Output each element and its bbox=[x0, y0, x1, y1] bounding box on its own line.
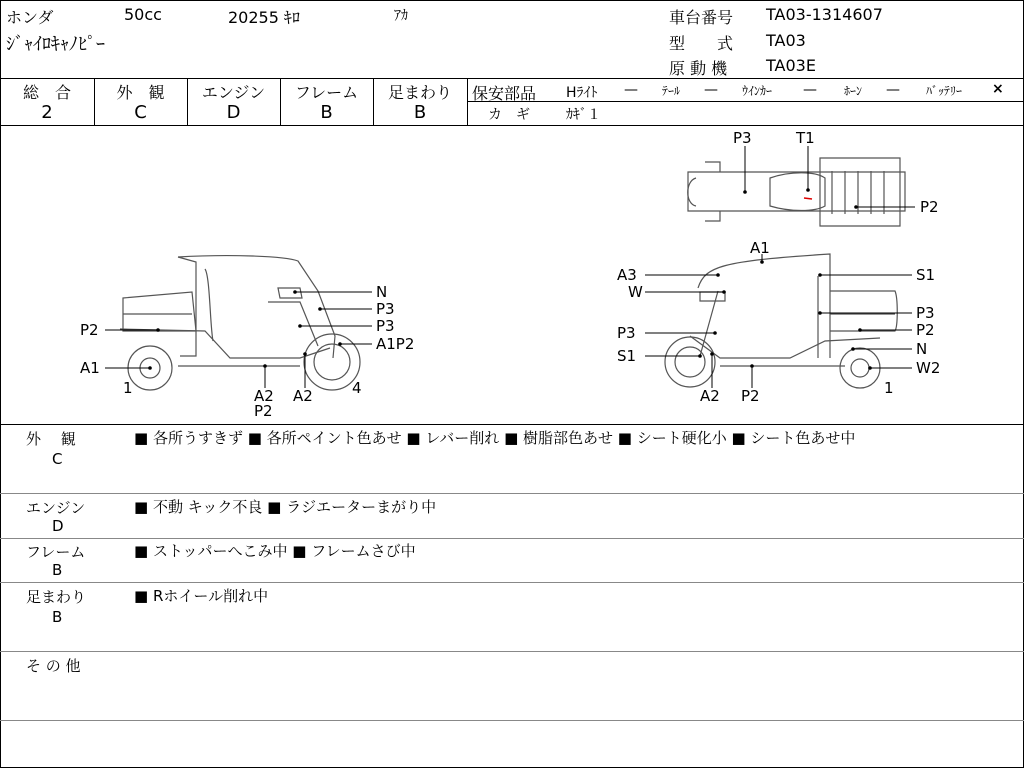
divider-sec3 bbox=[0, 582, 1024, 583]
section-text: ■ 不動 キック不良 ■ ラジエーターまがり中 bbox=[134, 498, 437, 516]
red-mark bbox=[804, 198, 812, 199]
diag-left-label: A2 bbox=[293, 387, 313, 405]
grade-col-5 bbox=[467, 78, 468, 125]
diag-right-label: P3 bbox=[617, 324, 636, 342]
safety-item-headlight: Hﾗｲﾄ bbox=[566, 85, 598, 101]
diag-left-label: A1P2 bbox=[376, 335, 415, 353]
safety-mark-battery: × bbox=[992, 81, 1004, 97]
grade-engine-label: エンジン bbox=[201, 83, 266, 102]
safety-mark-winker: — bbox=[803, 82, 817, 98]
grade-exterior-value: C bbox=[134, 102, 147, 123]
mileage: 20255 ｷﾛ bbox=[228, 8, 300, 27]
section-title: 外 観 bbox=[26, 430, 76, 448]
grade-suspension-label: 足まわり bbox=[387, 83, 452, 102]
divider-sec1 bbox=[0, 493, 1024, 494]
diag-right-label: P2 bbox=[741, 387, 760, 405]
grade-overall-label: 総 合 bbox=[22, 83, 71, 102]
section-grade: D bbox=[52, 517, 64, 535]
diag-left-label: P2 bbox=[80, 321, 99, 339]
safety-mark-headlight: — bbox=[624, 82, 638, 98]
diag-left-label: P3 bbox=[376, 300, 395, 318]
diag-left-label: 4 bbox=[352, 379, 362, 397]
type-value: TA03 bbox=[766, 31, 806, 50]
diag-left-label: N bbox=[376, 283, 388, 301]
maker: ホンダ bbox=[6, 8, 54, 27]
section-title: 足まわり bbox=[26, 588, 87, 606]
safety-item-horn: ﾎｰﾝ bbox=[844, 84, 863, 98]
diag-top-label: P3 bbox=[733, 129, 752, 147]
section-grade: B bbox=[52, 561, 63, 579]
diag-left-label: 1 bbox=[123, 379, 133, 397]
grade-frame-label: フレーム bbox=[294, 83, 359, 102]
grade-overall-value: 2 bbox=[41, 102, 53, 123]
section-text: ■ 各所うすきず ■ 各所ペイント色あせ ■ レバー削れ ■ 樹脂部色あせ ■ シート硬化小 ■ シート色あせ中 bbox=[134, 429, 856, 447]
grade-suspension-value: B bbox=[413, 102, 427, 123]
diag-right-label: W bbox=[628, 283, 643, 301]
section-title: フレーム bbox=[26, 543, 86, 561]
divider-sec5 bbox=[0, 720, 1024, 721]
divider-grade-mid bbox=[467, 101, 1024, 102]
frame-no-label: 車台番号 bbox=[669, 8, 734, 27]
safety-mark-tail: — bbox=[704, 82, 718, 98]
section-title: そ の 他 bbox=[26, 657, 81, 675]
color: ｱｶ bbox=[394, 8, 408, 24]
divider-sec2 bbox=[0, 538, 1024, 539]
vehicle-left-view bbox=[120, 256, 360, 390]
diag-right-label: 1 bbox=[884, 379, 894, 397]
diag-right-label: S1 bbox=[617, 347, 637, 365]
damage-diagram bbox=[0, 126, 1024, 424]
section-grade: B bbox=[52, 608, 63, 626]
grade-exterior-label: 外 観 bbox=[116, 83, 165, 102]
diag-right-label: N bbox=[916, 340, 928, 358]
diag-left-label: A1 bbox=[80, 359, 100, 377]
section-text: ■ Rホイール削れ中 bbox=[134, 587, 269, 605]
diag-left-label: A2 bbox=[254, 387, 274, 405]
diag-left-label: P2 bbox=[254, 402, 273, 420]
diag-top-label: P2 bbox=[920, 198, 939, 216]
displacement: 50cc bbox=[124, 5, 162, 24]
diag-top-label: T1 bbox=[796, 129, 815, 147]
divider-header bbox=[0, 78, 1024, 79]
section-grade: C bbox=[52, 450, 63, 468]
key-label: カ ギ bbox=[488, 107, 530, 123]
diag-right-label: W2 bbox=[916, 359, 941, 377]
model-name: ｼﾞｬｲﾛｷｬﾉﾋﾟｰ bbox=[6, 34, 105, 55]
safety-mark-horn: — bbox=[886, 82, 900, 98]
grade-engine-value: D bbox=[226, 102, 241, 123]
diag-right-label: A2 bbox=[700, 387, 720, 405]
safety-item-battery: ﾊﾞｯﾃﾘｰ bbox=[926, 84, 963, 98]
engine-value: TA03E bbox=[766, 56, 816, 75]
diag-right-label: P3 bbox=[916, 304, 935, 322]
divider-sec4 bbox=[0, 651, 1024, 652]
diag-right-label: A1 bbox=[750, 239, 770, 257]
section-text: ■ ストッパーへこみ中 ■ フレームさび中 bbox=[134, 542, 416, 560]
safety-item-winker: ｳｲﾝｶｰ bbox=[742, 84, 773, 98]
diag-right-label: A3 bbox=[617, 266, 637, 284]
key-value: ｶｷﾞ１ bbox=[566, 107, 601, 123]
engine-label: 原 動 機 bbox=[669, 59, 728, 78]
frame-no: TA03-1314607 bbox=[766, 5, 883, 24]
type-label: 型 式 bbox=[669, 34, 734, 53]
safety-title: 保安部品 bbox=[472, 84, 537, 103]
section-title: エンジン bbox=[26, 499, 86, 517]
grade-frame-value: B bbox=[320, 102, 333, 123]
diag-left-label: P3 bbox=[376, 317, 395, 335]
vehicle-top-view bbox=[688, 158, 905, 226]
safety-item-tail: ﾃｰﾙ bbox=[662, 84, 681, 98]
diag-right-label: S1 bbox=[916, 266, 936, 284]
diag-right-label: P2 bbox=[916, 321, 935, 339]
vehicle-right-view bbox=[665, 254, 897, 388]
divider-diagram-bottom bbox=[0, 424, 1024, 425]
